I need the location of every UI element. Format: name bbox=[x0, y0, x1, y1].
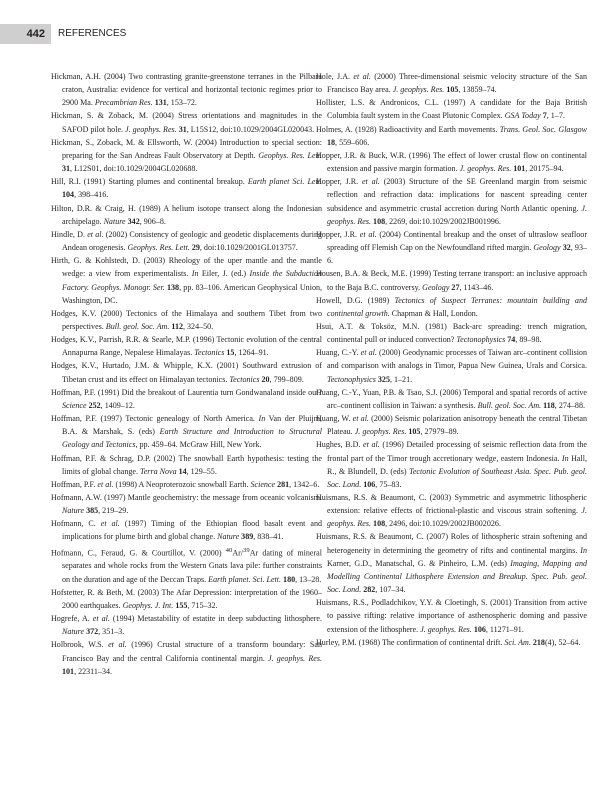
reference-entry: Huang, W. et al. (2000) Seismic polarization anisotropy beneath the central Tibetan Plateau. J. geophys. Res. 105, 27979–89. bbox=[316, 414, 587, 437]
reference-entry: Hirth, G. & Kohlstedt, D. (2003) Rheology of the uper mantle and the mantle wedge: a view from experimentalists. In Eiler, J. (ed.) Inside the Subduction Factory. Geophys. Monogr. Ser. 138, pp. 83–106. American Geophysical Union, Washington, DC. bbox=[51, 256, 322, 305]
reference-entry: Hogrefe, A. et al. (1994) Metastability of estatite in deep subducting lithosphere. Nature 372, 351–3. bbox=[51, 614, 322, 637]
reference-entry: Hofmann, A.W. (1997) Mantle geochemistry: the message from oceanic volcanism. Nature 385, 219–29. bbox=[51, 493, 322, 516]
reference-entry: Hsui, A.T. & Toksöz, M.N. (1981) Back-arc spreading: trench migration, continental pull or induced convection? Tectonophysics 74, 89–98. bbox=[316, 321, 587, 345]
reference-column-right bbox=[316, 70, 587, 730]
reference-entry: Hopper, J.R. et al. (2004) Continental breakup and the onset of ultraslow seafloor spreading off Flemish Cap on the Newfoundland rifted margin. Geology 32, 93–6. bbox=[316, 229, 587, 266]
reference-entry: Hofstetter, R. & Beth, M. (2003) The Afar Depression: interpretation of the 1960–2000 earthquakes. Geophys. J. Int. 155, 715–32. bbox=[51, 587, 322, 610]
reference-column-left bbox=[51, 70, 322, 730]
reference-entry: Hilton, D.R. & Craig, H. (1989) A helium isotope transect along the Indonesian archipelago. Nature 342, 906–8. bbox=[51, 203, 322, 226]
reference-entry: Howell, D.G. (1989) Tectonics of Suspect Terranes: mountain building and continental growth. Chapman & Hall, London. bbox=[316, 295, 587, 318]
reference-entry: Hickman, S. & Zoback, M. (2004) Stress orientations and magnitudes in the SAFOD pilot hole. J. geophys. Res. 31, L15S12, doi:10.1029/2004GL020043. bbox=[51, 111, 322, 134]
reference-entry: Holmes, A. (1928) Radioactivity and Earth movements. Trans. Geol. Soc. Glasgow 18, 559–606. bbox=[316, 124, 587, 147]
reference-entry: Hickman, A.H. (2004) Two contrasting granite-greenstone terranes in the Pilbara craton, Australia: evidence for vertical and horizontal tectonic regimes prior to 2900 Ma. Precambrian Res. 131, 153–72. bbox=[51, 72, 322, 108]
reference-entry: Hofmann, C. et al. (1997) Timing of the Ethiopian flood basalt event and implications for plume birth and global change. Nature 389, 838–41. bbox=[51, 519, 322, 542]
reference-entry: Hodges, K.V., Hurtado, J.M. & Whipple, K.X. (2001) Southward extrusion of Tibetan crust and its effect on Himalayan tectonics. Tectonics 20, 799–809. bbox=[51, 361, 322, 384]
reference-entry: Hodges, K.V., Parrish, R.R. & Searle, M.P. (1996) Tectonic evolution of the central Annapurna Range, Nepalese Himalayas. Tectonics 15, 1264–91. bbox=[51, 335, 322, 358]
reference-entry: Hopper, J.R. et al. (2003) Structure of the SE Greenland margin from seismic reflection and refraction data: implications for nascent spreading center subsidence and asymmetric crustal accretion during North Atlantic opening. J. geophys. Res. 108, 2269, doi:10.1029/2002JB001996. bbox=[316, 177, 587, 226]
reference-entry: Hickman, S., Zoback, M. & Ellsworth, W. (2004) Introduction to special section: preparing for the San Andreas Fault Observatory at Depth. Geophys. Res. Lett. 31, L12S01, doi:10.1029/2004GL020688. bbox=[51, 137, 322, 174]
reference-entry: Hurley, P.M. (1968) The confirmation of continental drift. Sci. Am. 218(4), 52–64. bbox=[316, 637, 581, 647]
reference-entry: Huismans, R.S., Podladchikov, Y.Y. & Cloetingh, S. (2001) Transition from active to passive rifting: relative importance of asthenospheric doming and passive extension of the lithosphere. J. geophys. Res. 106, 11271–91. bbox=[316, 598, 587, 634]
page-header bbox=[0, 24, 615, 44]
reference-entry: Housen, B.A. & Beck, M.E. (1999) Testing terrane transport: an inclusive approach to the Baja B.C. controversy. Geology 27, 1143–46. bbox=[316, 269, 587, 292]
reference-entry: Hollister, L.S. & Andronicos, C.L. (1997) A candidate for the Baja British Columbia fault system in the Coast Plutonic Complex. GSA Today 7, 1–7. bbox=[316, 98, 587, 121]
reference-entry: Hofmann, C., Feraud, G. & Courtillot, V. (2000) $^{40}$Ar/$^{39}$Ar dating of mineral separates and whole rocks from the Western Gnats lava pile: further constraints on the duration and age of the Deccan Traps. Earth planet. Sci. Lett. 180, 13–28. bbox=[51, 546, 322, 584]
reference-entry: Huang, C.-Y., Yuan, P.B. & Tsao, S.J. (2006) Temporal and spatial records of active arc–continent collision in Taiwan: a synthesis. Bull. geol. Soc. Am. 118, 274–88. bbox=[316, 387, 587, 410]
reference-entry: Hoffman, P.F. (1997) Tectonic genealogy of North America. In Van der Pluijm, B.A. & Marshak, S. (eds) Earth Structure and Introduction to Structural Geology and Tectonics, pp. 459–64. McGraw Hill, New York. bbox=[51, 414, 322, 450]
reference-entry: Huang, C.-Y. et al. (2000) Geodynamic processes of Taiwan arc–continent collision and comparison with analogs in Timor, Papua New Guinea, Urals and Corsica. Tectonophysics 325, 1–21. bbox=[316, 348, 587, 384]
reference-entry: Hindle, D. et al. (2002) Consistency of geologic and geodetic displacements during Andean orogenesis. Geophys. Res. Lett. 29, doi:10.1029/2001GL013757. bbox=[51, 229, 322, 253]
reference-entry: Hole, J.A. et al. (2000) Three-dimensional seismic velocity structure of the San Francisco Bay area. J. geophys. Res. 105, 13859–74. bbox=[316, 72, 587, 95]
reference-entry: Huismans, R.S. & Beaumont, C. (2003) Symmetric and asymmetric lithospheric extension: relative effects of frictional-plastic and viscous strain softening. J. geophys. Res. 108, 2496, doi:10.1029/2002JB002026. bbox=[316, 493, 587, 529]
running-head: REFERENCES bbox=[58, 28, 127, 39]
reference-entry: Holbrook, W.S. et al. (1996) Crustal structure of a transform boundary: San Francisco Bay and the central California continental margin. J. geophys. Res. 101, 22311–34. bbox=[51, 640, 322, 676]
reference-entry: Hoffman, P.F. (1991) Did the breakout of Laurentia turn Gondwanaland inside out? Science 252, 1409–12. bbox=[51, 387, 322, 410]
reference-entry: Hill, R.I. (1991) Starting plumes and continental breakup. Earth planet Sci. Lett. 104, 398–416. bbox=[51, 177, 322, 200]
page-number: 442 bbox=[0, 24, 51, 44]
reference-entry: Hoffman, P.F. & Schrag, D.P. (2002) The snowball Earth hypothesis: testing the limits of global change. Terra Nova 14, 129–55. bbox=[51, 453, 322, 476]
reference-entry: Hoffman, P.F. et al. (1998) A Neoproterozoic snowball Earth. Science 281, 1342–6. bbox=[51, 479, 320, 489]
reference-entry: Hopper, J.R. & Buck, W.R. (1996) The effect of lower crustal flow on continental extension and passive margin formation. J. geophys. Res. 101, 20175–94. bbox=[316, 150, 587, 174]
reference-entry: Hughes, B.D. et al. (1996) Detailed processing of seismic reflection data from the frontal part of the Timor trough accretionary wedge, eastern Indonesia. In Hall, R., & Blundell, D. (eds) Tectonic Evolution of Southeast Asia. Spec. Pub. geol. Soc. Lond. 106, 75–83. bbox=[316, 440, 587, 489]
reference-entry: Hodges, K.V. (2000) Tectonics of the Himalaya and southern Tibet from two perspectives. Bull. geol. Soc. Am. 112, 324–50. bbox=[51, 308, 322, 331]
reference-entry: Huismans, R.S. & Beaumont, C. (2007) Roles of lithospheric strain softening and heterogeneity in determining the geometry of rifts and continental margins. In Karner, G.D., Manatschal, G. & Pinheiro, L.M. (eds) Imaging, Mapping and Modelling Continental Lithosphere Extension and Breakup. Spec. Pub. geol. Soc. Lond. 282, 107–34. bbox=[316, 532, 587, 595]
